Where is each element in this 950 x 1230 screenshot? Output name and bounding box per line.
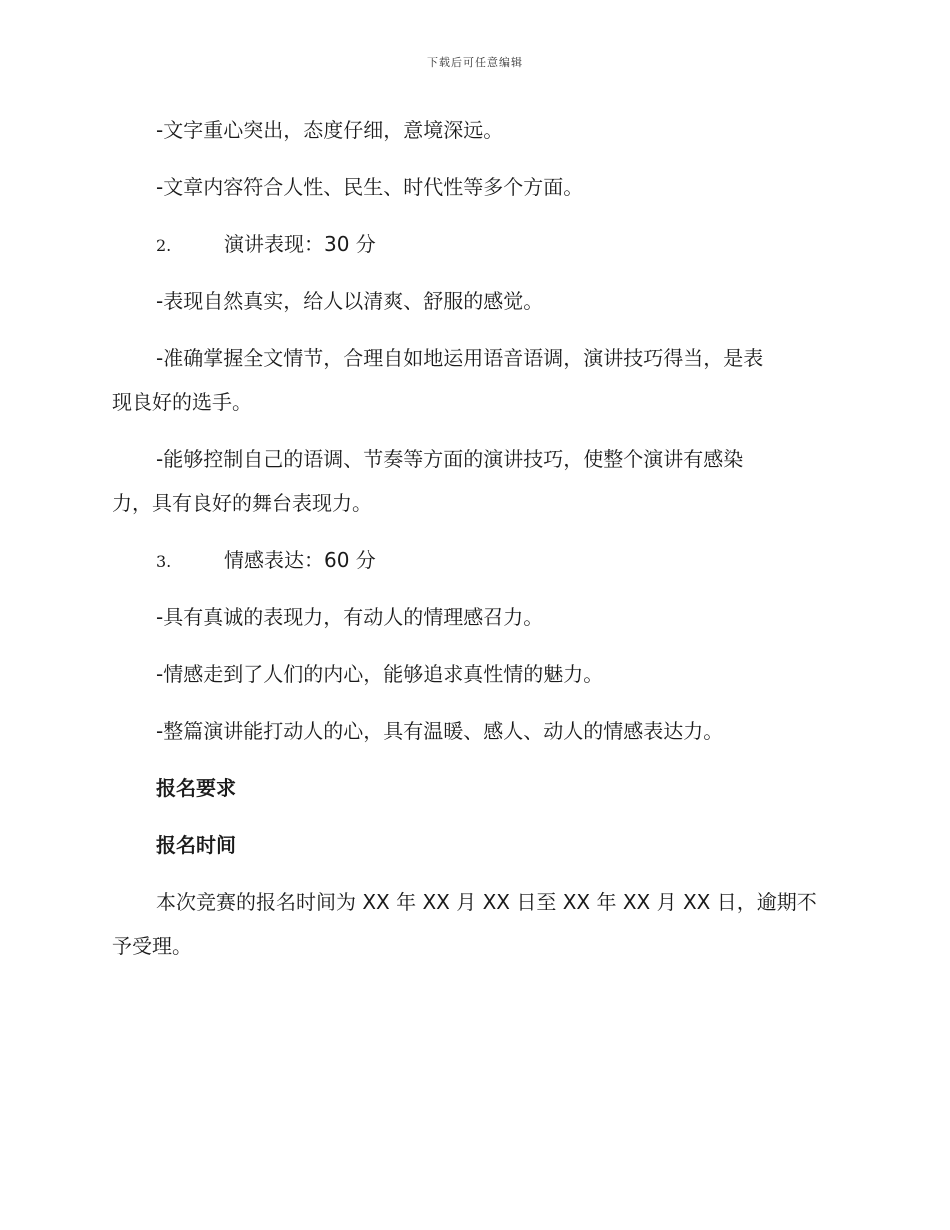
page-header-note: 下载后可任意编辑 xyxy=(427,56,523,69)
section-title: 情感表达：60 分 xyxy=(224,548,376,572)
criteria-line: -表现自然真实，给人以清爽、舒服的感觉。 xyxy=(156,289,544,313)
criteria-line: -整篇演讲能打动人的心，具有温暖、感人、动人的情感表达力。 xyxy=(156,719,724,743)
heading-registration-requirements: 报名要求 xyxy=(156,776,236,800)
section-number: 3. xyxy=(156,552,172,571)
criteria-line: -情感走到了人们的内心，能够追求真性情的魅力。 xyxy=(156,662,604,686)
document-body xyxy=(112,112,824,956)
criteria-line-continuation: 现良好的选手。 xyxy=(112,390,252,414)
section-heading-emotional-expression xyxy=(112,550,824,570)
registration-paragraph-continuation: 予受理。 xyxy=(112,934,192,958)
criteria-line: -文章内容符合人性、民生、时代性等多个方面。 xyxy=(156,175,584,199)
criteria-line: -具有真诚的表现力，有动人的情理感召力。 xyxy=(156,605,544,629)
criteria-line: -准确掌握全文情节，合理自如地运用语音语调，演讲技巧得当，是表 xyxy=(156,346,764,370)
criteria-line: -能够控制自己的语调、节奏等方面的演讲技巧，使整个演讲有感染 xyxy=(156,447,744,471)
section-number: 2. xyxy=(156,236,172,255)
criteria-line: -文字重心突出，态度仔细，意境深远。 xyxy=(156,118,504,142)
heading-registration-time: 报名时间 xyxy=(156,833,236,857)
criteria-line-continuation: 力，具有良好的舞台表现力。 xyxy=(112,491,372,515)
section-heading-speech-performance xyxy=(112,234,824,254)
registration-paragraph-line: 本次竞赛的报名时间为 XX 年 XX 月 XX 日至 XX 年 XX 月 XX 日，逾期不 xyxy=(156,890,817,914)
section-title: 演讲表现：30 分 xyxy=(224,232,376,256)
